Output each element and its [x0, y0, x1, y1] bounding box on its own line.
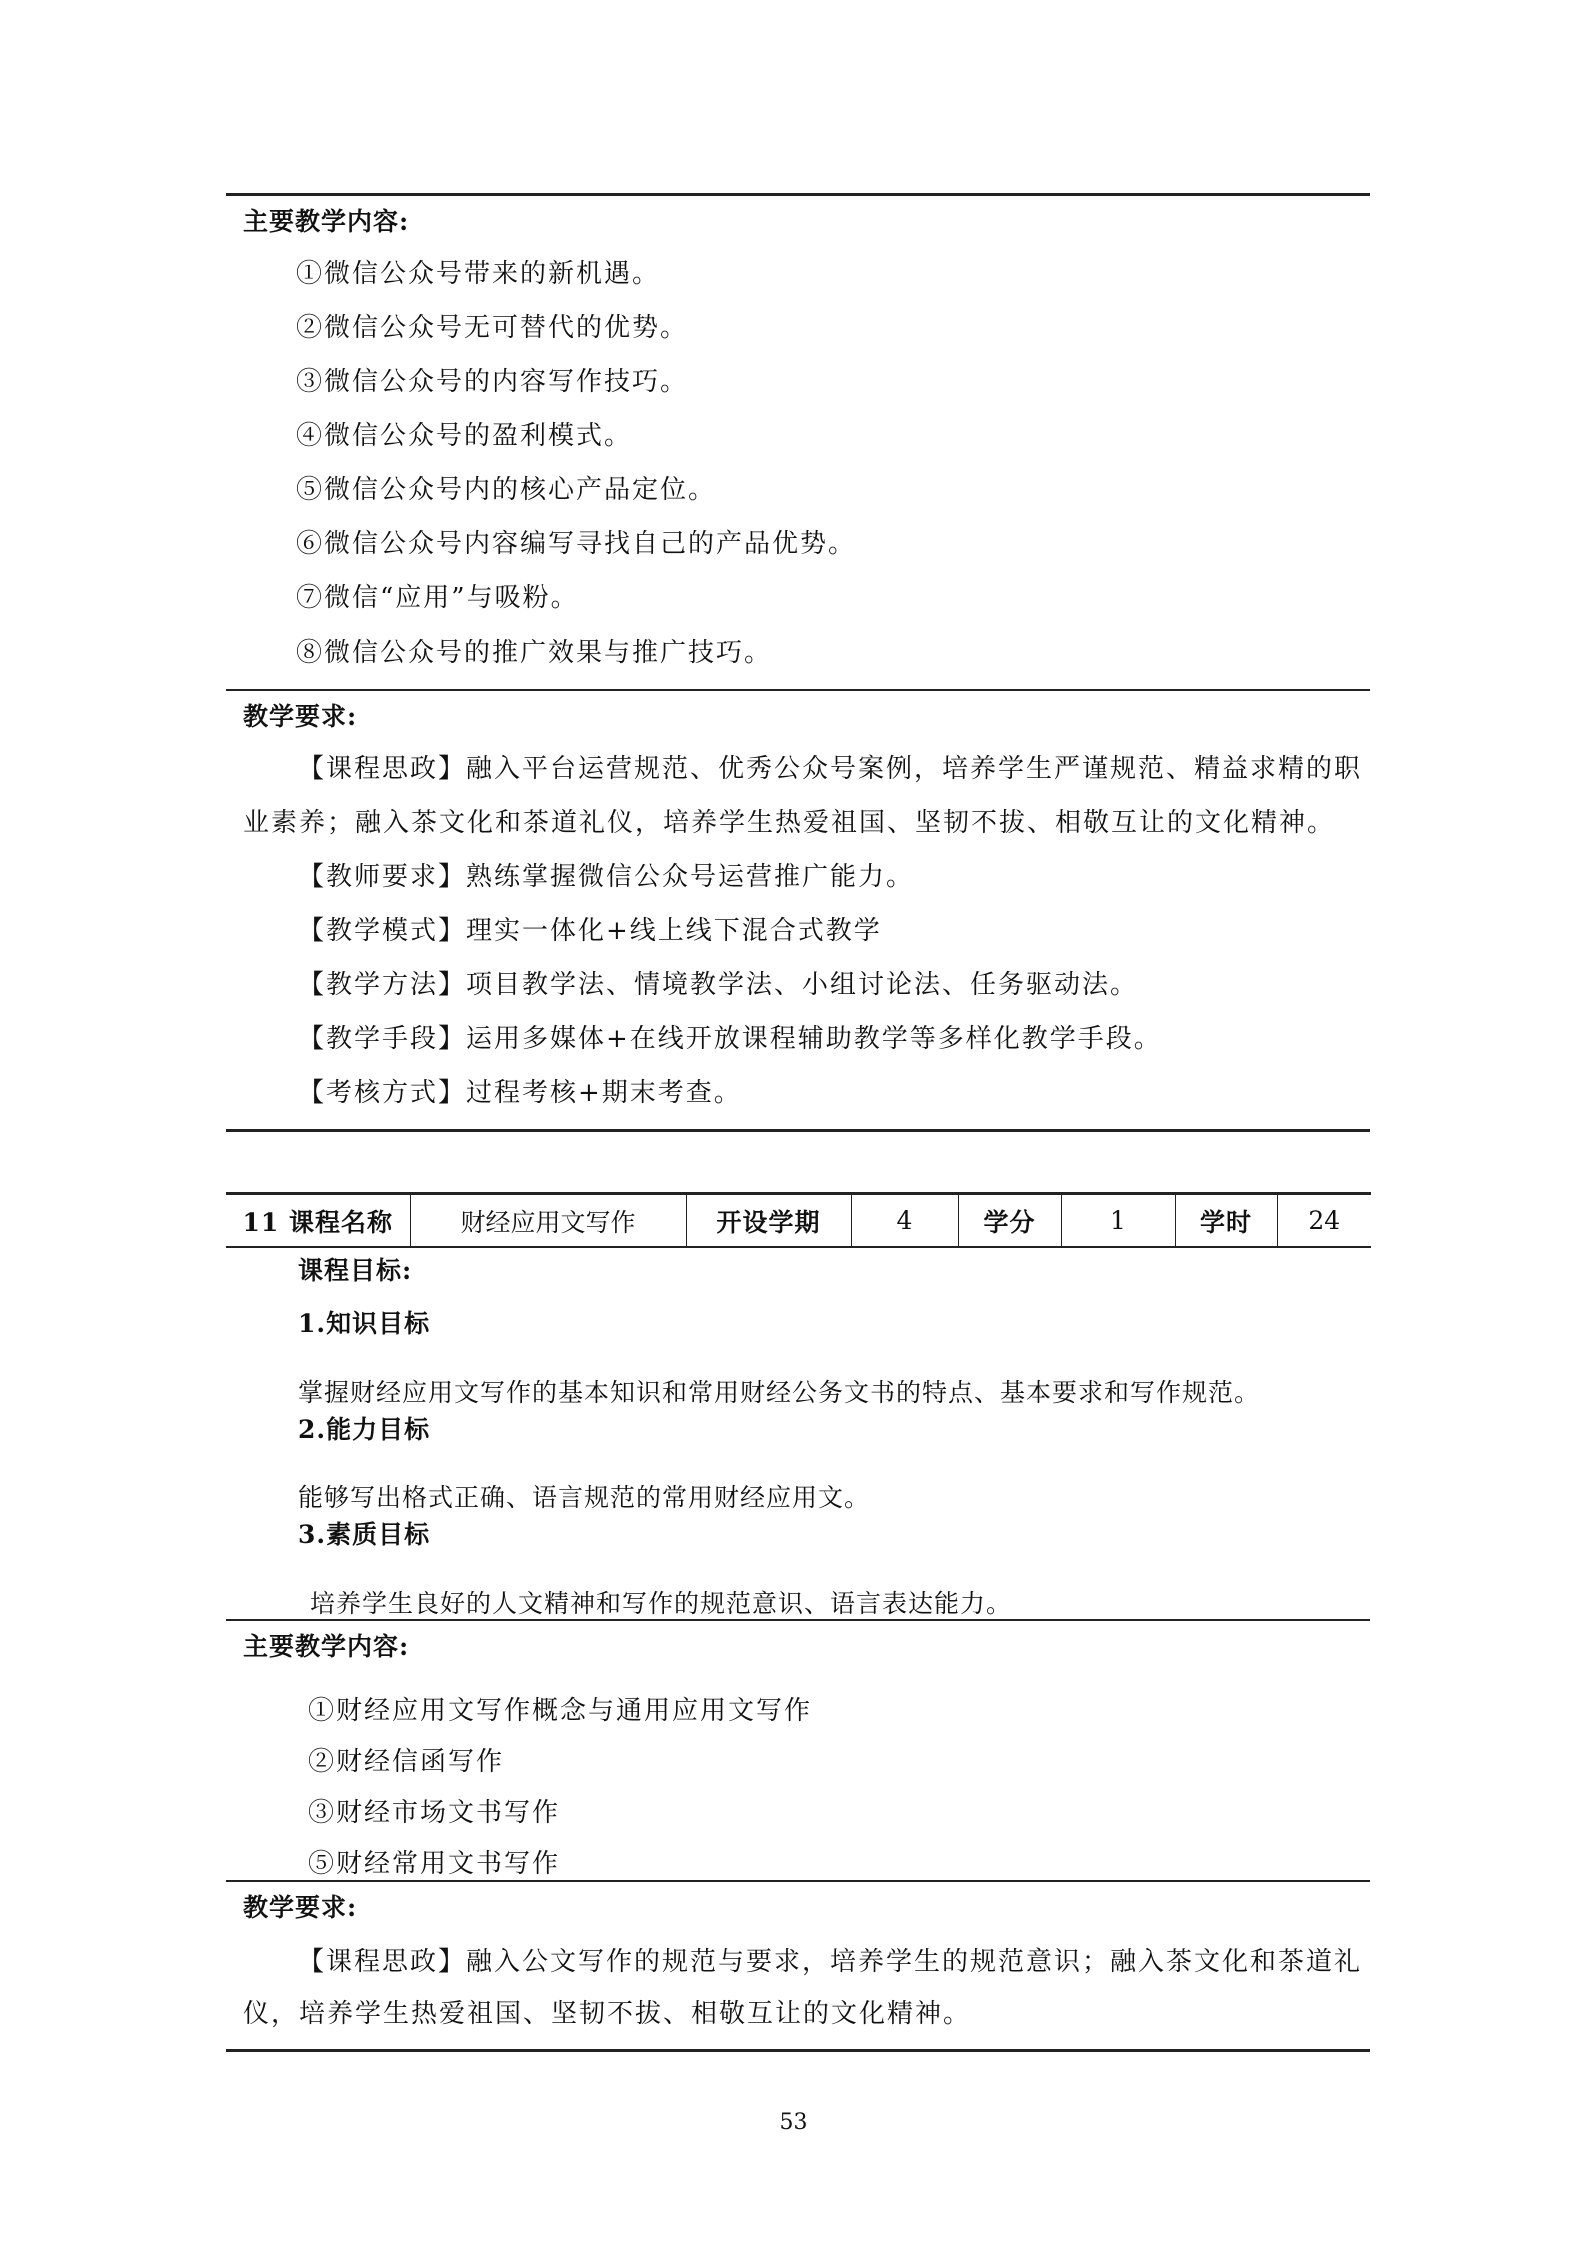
- teaching-method: 【教学方法】项目教学法、情境教学法、小组讨论法、任务驱动法。: [298, 970, 1139, 1000]
- table-row: [226, 1194, 1371, 1248]
- teaching-mode: 【教学模式】理实一体化+线上线下混合式教学: [298, 916, 882, 946]
- teacher-requirement: 【教师要求】熟练掌握微信公众号运营推广能力。: [298, 862, 915, 892]
- content-item: ⑤财经常用文书写作: [308, 1849, 561, 1879]
- content-heading: 主要教学内容:: [243, 207, 410, 236]
- term-value: 4: [851, 1194, 958, 1248]
- divider: [226, 1619, 1370, 1621]
- sizheng-text-2: 【课程思政】融入公文写作的规范与要求，培养学生的规范意识；融入茶文化和茶道礼: [298, 1947, 1363, 1977]
- quality-goal-text: 培养学生良好的人文精神和写作的规范意识、语言表达能力。: [310, 1589, 1013, 1618]
- content-item: ①财经应用文写作概念与通用应用文写作: [308, 1696, 813, 1726]
- sizheng-text-2-cont: 仪，培养学生热爱祖国、坚韧不拔、相敬互让的文化精神。: [243, 1999, 972, 2029]
- ability-goal-text: 能够写出格式正确、语言规范的常用财经应用文。: [298, 1483, 871, 1512]
- quality-goal-heading: 3.素质目标: [298, 1520, 431, 1549]
- credit-value: 1: [1061, 1194, 1175, 1248]
- ability-goal-heading: 2.能力目标: [298, 1415, 431, 1444]
- teaching-means: 【教学手段】运用多媒体+在线开放课程辅助教学等多样化教学手段。: [298, 1024, 1162, 1054]
- content-item: ③财经市场文书写作: [308, 1798, 561, 1828]
- course-name-label: 11 课程名称: [226, 1194, 410, 1248]
- course-info-table: [226, 1192, 1371, 1248]
- content-item: ③微信公众号的内容写作技巧。: [296, 367, 689, 397]
- content-item: ①微信公众号带来的新机遇。: [296, 259, 661, 289]
- credit-label: 学分: [958, 1194, 1061, 1248]
- course-name-value: 财经应用文写作: [410, 1194, 686, 1248]
- knowledge-goal-text: 掌握财经应用文写作的基本知识和常用财经公务文书的特点、基本要求和写作规范。: [298, 1378, 1261, 1407]
- content-item: ⑥微信公众号内容编写寻找自己的产品优势。: [296, 529, 857, 559]
- goals-heading: 课程目标:: [298, 1256, 413, 1285]
- requirements-heading: 教学要求:: [243, 702, 358, 731]
- divider: [226, 1880, 1370, 1882]
- assessment-method: 【考核方式】过程考核+期末考查。: [298, 1078, 742, 1108]
- requirements-heading-2: 教学要求:: [243, 1893, 358, 1922]
- content-item: ⑤微信公众号内的核心产品定位。: [296, 475, 717, 505]
- content-item: ⑧微信公众号的推广效果与推广技巧。: [296, 638, 773, 668]
- hours-label: 学时: [1175, 1194, 1277, 1248]
- term-label: 开设学期: [686, 1194, 851, 1248]
- sizheng-text: 【课程思政】融入平台运营规范、优秀公众号案例，培养学生严谨规范、精益求精的职: [298, 754, 1363, 784]
- page-number: 53: [779, 2110, 808, 2135]
- hours-value: 24: [1277, 1194, 1371, 1248]
- content-heading-2: 主要教学内容:: [243, 1632, 410, 1661]
- top-rule: [226, 193, 1370, 196]
- section-bottom-rule: [226, 1129, 1370, 1132]
- content-item: ④微信公众号的盈利模式。: [296, 421, 633, 451]
- divider: [226, 689, 1370, 691]
- page-bottom-rule: [226, 2049, 1370, 2052]
- knowledge-goal-heading: 1.知识目标: [298, 1309, 431, 1338]
- content-item: ②微信公众号无可替代的优势。: [296, 313, 689, 343]
- content-item: ⑦微信“应用”与吸粉。: [296, 583, 579, 613]
- sizheng-text-cont: 业素养；融入茶文化和茶道礼仪，培养学生热爱祖国、坚韧不拔、相敬互让的文化精神。: [243, 808, 1336, 838]
- content-item: ②财经信函写作: [308, 1747, 505, 1777]
